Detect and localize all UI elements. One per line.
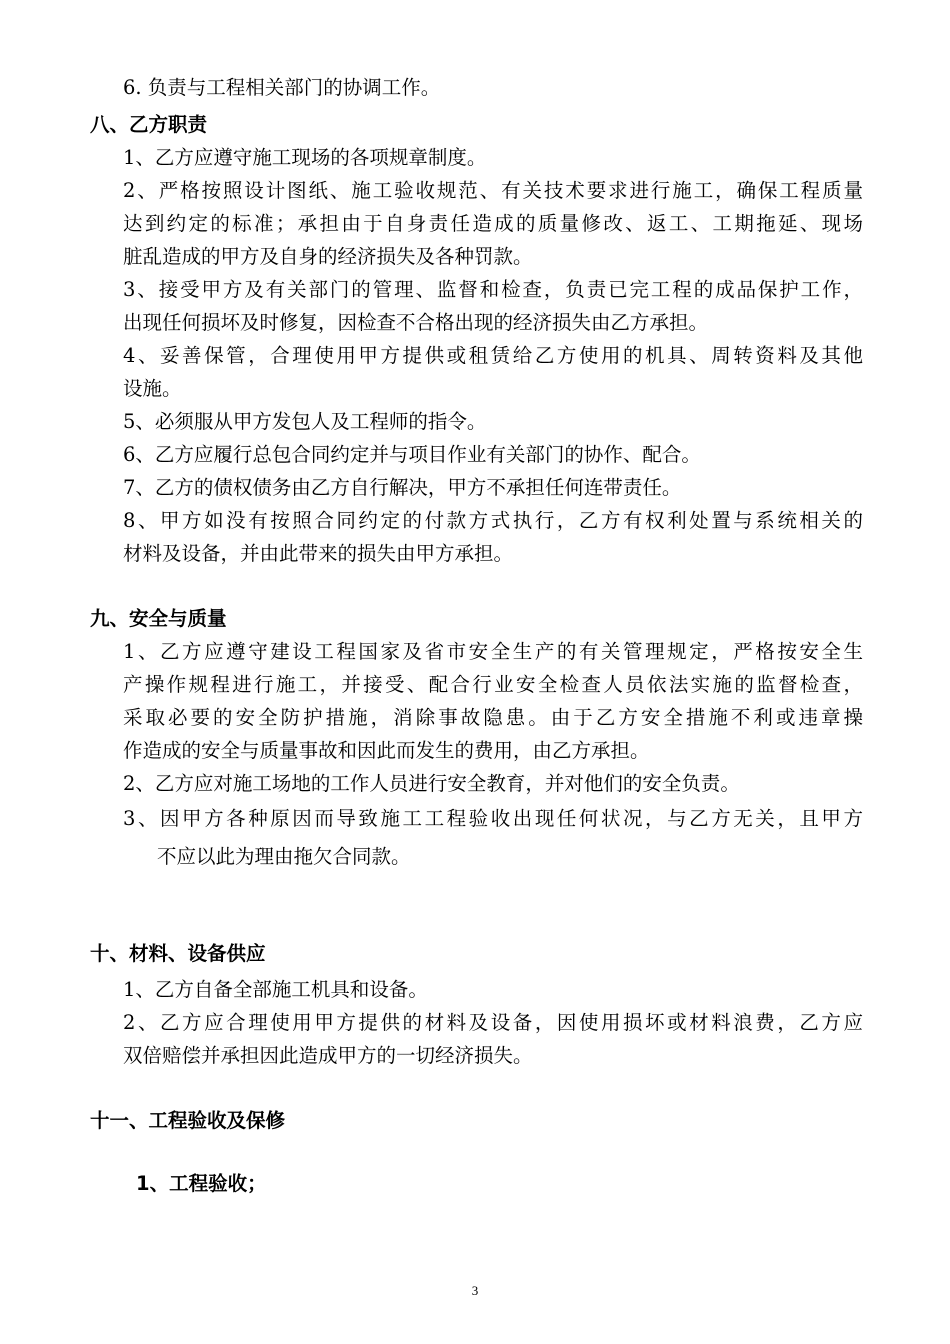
paragraph-line: 1、乙方自备全部施工机具和设备。: [123, 978, 428, 1001]
section-heading-materials-equipment: 十、材料、设备供应: [90, 942, 266, 965]
paragraph-line: 采取必要的安全防护措施，消除事故隐患。由于乙方安全措施不利或违章操: [123, 706, 863, 729]
list-item-coordination: 6. 负责与工程相关部门的协调工作。: [123, 76, 441, 99]
page-number: 3: [471, 1283, 479, 1298]
paragraph-line: 双倍赔偿并承担因此造成甲方的一切经济损失。: [123, 1044, 533, 1067]
paragraph-line: 2、严格按照设计图纸、施工验收规范、有关技术要求进行施工，确保工程质量: [123, 179, 863, 202]
paragraph-line: 2、乙方应对施工场地的工作人员进行安全教育，并对他们的安全负责。: [123, 772, 740, 795]
paragraph-line: 5、必须服从甲方发包人及工程师的指令。: [123, 410, 487, 433]
paragraph-line: 7、乙方的债权债务由乙方自行解决，甲方不承担任何连带责任。: [123, 476, 682, 499]
paragraph-line: 材料及设备，并由此带来的损失由甲方承担。: [123, 542, 514, 565]
paragraph-line: 作造成的安全与质量事故和因此而发生的费用，由乙方承担。: [123, 739, 650, 762]
paragraph-line: 脏乱造成的甲方及自身的经济损失及各种罚款。: [123, 245, 533, 268]
paragraph-line: 产操作规程进行施工，并接受、配合行业安全检查人员依法实施的监督检查，: [123, 673, 863, 696]
section-heading-acceptance-warranty: 十一、工程验收及保修: [90, 1109, 286, 1132]
paragraph-line: 8、甲方如没有按照合同约定的付款方式执行，乙方有权利处置与系统相关的: [123, 509, 863, 532]
paragraph-line: 6、乙方应履行总包合同约定并与项目作业有关部门的协作、配合。: [123, 443, 701, 466]
paragraph-line: 1、乙方应遵守建设工程国家及省市安全生产的有关管理规定，严格按安全生: [123, 640, 863, 663]
paragraph-line: 出现任何损坏及时修复，因检查不合格出现的经济损失由乙方承担。: [123, 311, 709, 334]
paragraph-line: 3、因甲方各种原因而导致施工工程验收出现任何状况，与乙方无关，且甲方: [123, 807, 863, 830]
subsection-heading-acceptance: 1、工程验收；: [136, 1172, 267, 1195]
paragraph-line: 达到约定的标准；承担由于自身责任造成的质量修改、返工、工期拖延、现场: [123, 212, 863, 235]
section-heading-party-b-duties: 八、乙方职责: [90, 113, 208, 136]
paragraph-line: 4、妥善保管，合理使用甲方提供或租赁给乙方使用的机具、周转资料及其他: [123, 344, 863, 367]
paragraph-line: 3、接受甲方及有关部门的管理、监督和检查，负责已完工程的成品保护工作，: [123, 278, 863, 301]
paragraph-line: 设施。: [123, 377, 182, 400]
paragraph-line: 2、乙方应合理使用甲方提供的材料及设备，因使用损坏或材料浪费，乙方应: [123, 1011, 863, 1034]
paragraph-line: 不应以此为理由拖欠合同款。: [157, 845, 411, 868]
section-heading-safety-quality: 九、安全与质量: [90, 607, 227, 630]
paragraph-line: 1、乙方应遵守施工现场的各项规章制度。: [123, 146, 487, 169]
